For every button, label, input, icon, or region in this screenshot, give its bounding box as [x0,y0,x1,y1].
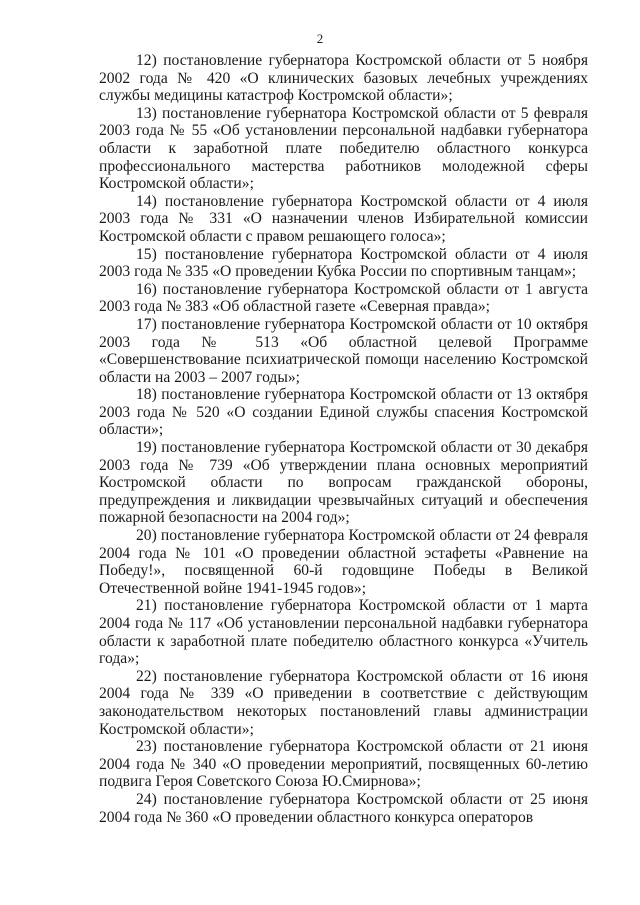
list-item [99,668,588,738]
list-item [99,105,588,193]
document-body [99,52,588,826]
list-item [99,281,588,316]
item-text: постановление губернатора Костромской области от 16 июня 2004 года № 339 «О приведении в соответствие с действующим законодательством некоторых постановлений главы администрации Костромской области»; [99,667,588,738]
item-text: постановление губернатора Костромской области от 10 октября 2003 года № 513 «Об областной целевой Программе «Совершенствование психиатрической помощи населению Костромской области на 2003 – 2007 годы»; [99,315,588,386]
item-text: постановление губернатора Костромской области от 4 июля 2003 года № 331 «О назначении членов Избирательной комиссии Костромской области с правом решающего голоса»; [99,192,588,245]
list-item [99,738,588,791]
item-number: 23) [136,738,157,756]
list-item [99,246,588,281]
item-number: 22) [136,667,157,685]
item-number: 19) [136,439,157,457]
item-text: постановление губернатора Костромской области от 1 марта 2004 года № 117 «Об установлении персональной надбавки губернатора области к заработной плате победителю областного конкурса «Учитель года»; [99,597,588,668]
item-text: постановление губернатора Костромской области от 5 ноября 2002 года № 420 «О клинических базовых лечебных учреждениях службы медицины катастроф Костромской области»; [99,52,588,105]
item-number: 15) [136,245,157,263]
list-item [99,791,588,826]
item-text: постановление губернатора Костромской области от 13 октября 2003 года № 520 «О создании Единой службы спасения Костромской области»; [99,386,588,439]
list-item [99,439,588,527]
item-number: 24) [136,790,157,808]
item-text: постановление губернатора Костромской области от 30 декабря 2003 года № 739 «Об утверждении плана основных мероприятий Костромской области по вопросам гражданской обороны, предупреждения и ликвидации чрезвычайных ситуаций и обеспечения пожарной безопасности на 2004 год»; [99,439,588,527]
list-item [99,527,588,597]
item-number: 16) [136,280,157,298]
list-item [99,597,588,667]
list-item [99,386,588,439]
item-number: 14) [136,192,157,210]
item-number: 18) [136,386,157,404]
page-number: 2 [316,31,324,46]
list-item [99,316,588,386]
item-number: 12) [136,52,157,69]
item-number: 21) [136,597,157,615]
item-text: постановление губернатора Костромской области от 5 февраля 2003 года № 55 «Об установлении персональной надбавки губернатора области к заработной плате победителю областного конкурса профессионального мастерства работников молодежной сферы Костромской области»; [99,104,588,193]
item-text: постановление губернатора Костромской области от 25 июня 2004 года № 360 «О проведении областного конкурса операторов [99,790,588,826]
item-text: постановление губернатора Костромской области от 4 июля 2003 года № 335 «О проведении Кубка России по спортивным танцам»; [99,245,588,281]
list-item [99,193,588,246]
item-number: 13) [136,104,157,122]
item-number: 17) [136,315,157,333]
list-item [99,52,588,105]
item-text: постановление губернатора Костромской области от 21 июня 2004 года № 340 «О проведении мероприятий, посвященных 60-летию подвига Героя Советского Союза Ю.Смирнова»; [99,738,588,791]
item-text: постановление губернатора Костромской области от 1 августа 2003 года № 383 «Об областной газете «Северная правда»; [99,280,589,316]
item-number: 20) [136,527,157,545]
item-text: постановление губернатора Костромской области от 24 февраля 2004 года № 101 «О проведении областной эстафеты «Равнение на Победу!», посвященной 60-й годовщине Победы в Великой Отечественной войне 1941-1945 годов»; [99,527,588,597]
